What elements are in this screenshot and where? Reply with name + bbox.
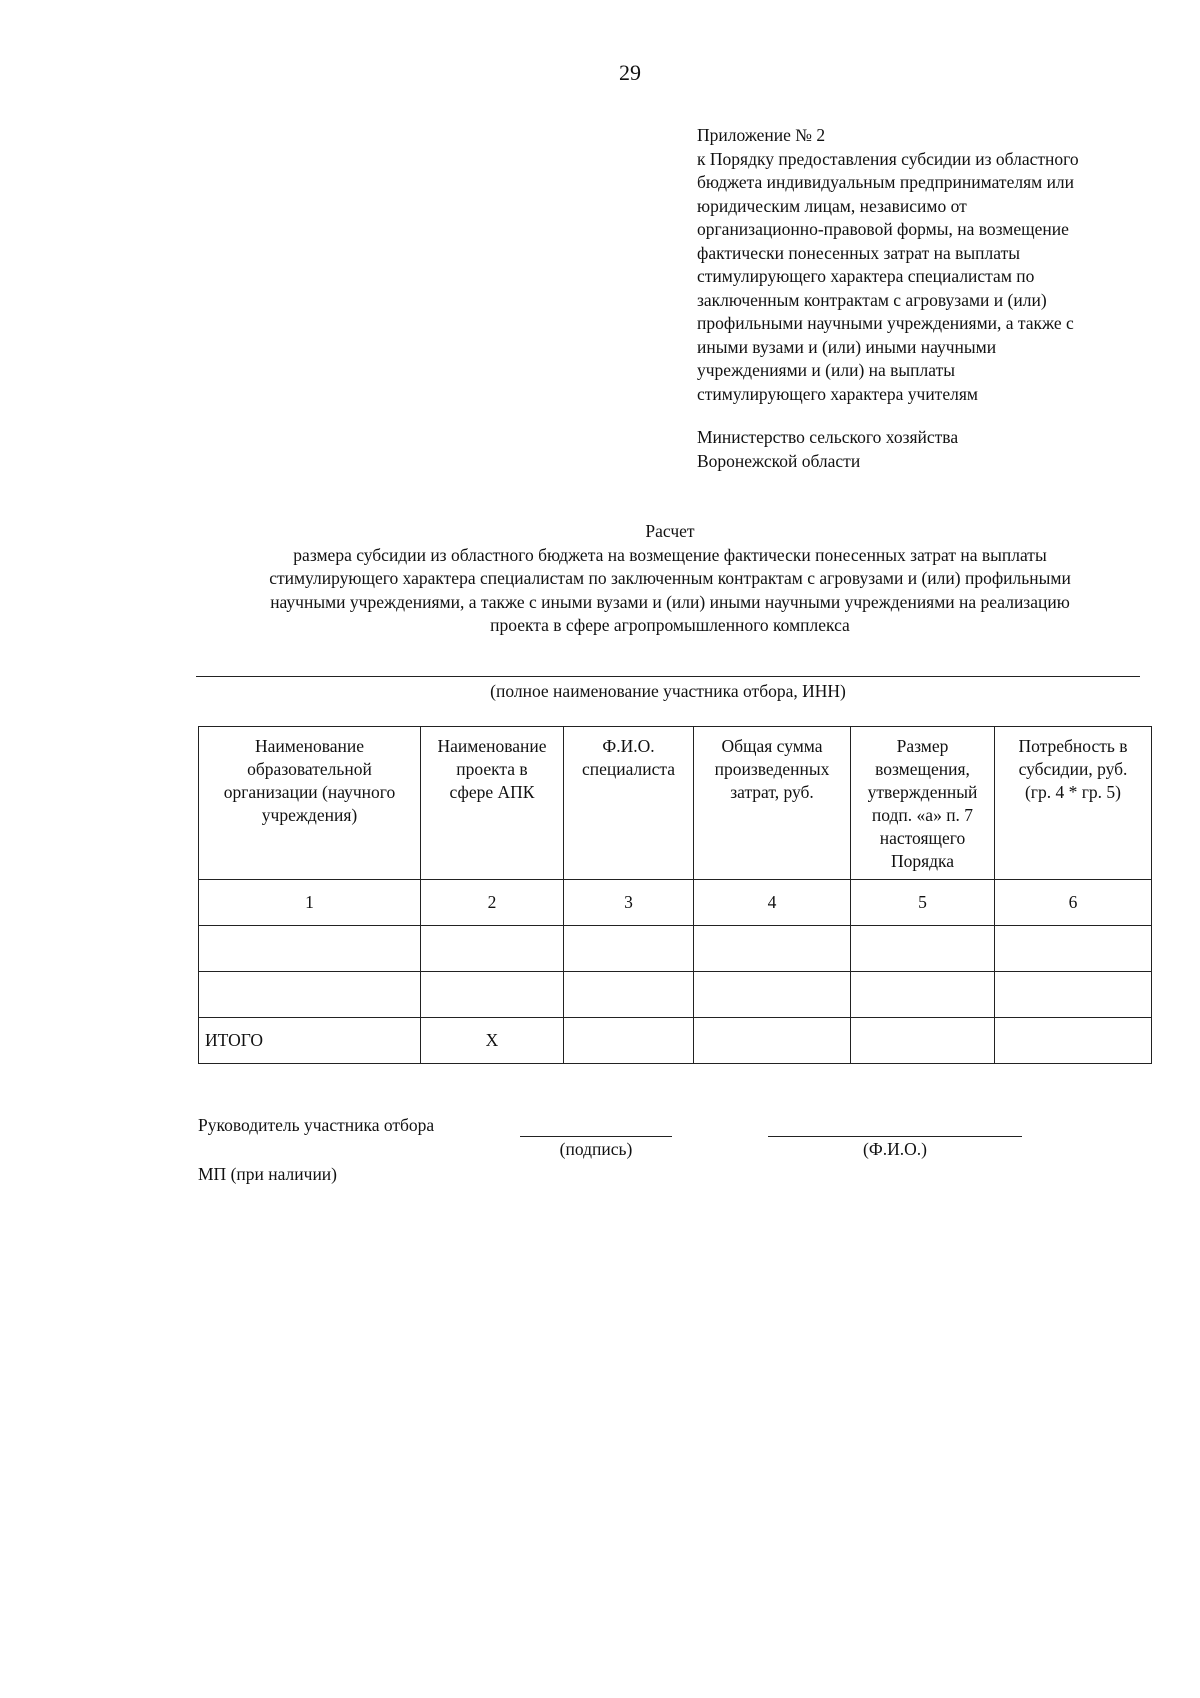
table-cell [995, 972, 1152, 1018]
participant-name-line [196, 676, 1140, 677]
table-cell [199, 926, 421, 972]
table-cell [851, 972, 995, 1018]
table-cell [694, 926, 851, 972]
appendix-line: юридическим лицам, независимо от [697, 195, 967, 216]
appendix-line: Приложение № 2 [697, 125, 826, 145]
page-number: 29 [619, 60, 641, 85]
total-label: ИТОГО [199, 1018, 421, 1064]
column-number-row [199, 880, 1152, 926]
signature-caption: (подпись) [559, 1139, 633, 1159]
participant-caption: (полное наименование участника отбора, ИНН) [490, 681, 846, 701]
header-specialist: Ф.И.О. специалиста [564, 727, 694, 880]
total-row [199, 1018, 1152, 1064]
total-x-mark: Х [421, 1018, 564, 1064]
fio-line [768, 1136, 1022, 1137]
ministry-line: Министерство сельского хозяйства [697, 427, 959, 447]
table-cell [564, 1018, 694, 1064]
column-number: 4 [694, 880, 851, 926]
appendix-line: стимулирующего характера учителям [697, 383, 978, 404]
title-line: стимулирующего характера специалистам по заключенным контрактам с агровузами и (или) профильными [269, 568, 1071, 588]
table-cell [421, 926, 564, 972]
column-number: 6 [995, 880, 1152, 926]
appendix-line: организационно-правовой формы, на возмещение [697, 219, 1069, 239]
header-total-costs: Общая сумма произведенных затрат, руб. [694, 727, 851, 880]
document-title [180, 520, 1160, 638]
head-of-participant-label: Руководитель участника отбора [198, 1115, 435, 1135]
column-number: 1 [199, 880, 421, 926]
header-organization: Наименование образовательной организации (научного учреждения) [199, 727, 421, 880]
column-number: 5 [851, 880, 995, 926]
calculation-table [198, 726, 1152, 1064]
header-project: Наименование проекта в сфере АПК [421, 727, 564, 880]
seal-label: МП (при наличии) [198, 1164, 338, 1184]
table-cell [421, 972, 564, 1018]
appendix-line: учреждениями и (или) на выплаты [697, 360, 956, 380]
table-row [199, 972, 1152, 1018]
appendix-block [697, 124, 1167, 406]
title-line: размера субсидии из областного бюджета на возмещение фактически понесенных затрат на выплаты [293, 544, 1047, 565]
table-cell [564, 972, 694, 1018]
title-heading: Расчет [645, 521, 695, 541]
appendix-line: иными вузами и (или) иными научными [697, 336, 997, 357]
appendix-line: профильными научными учреждениями, а также с [697, 313, 1074, 333]
header-subsidy-need: Потребность в субсидии, руб. (гр. 4 * гр. 5) [995, 727, 1152, 880]
table-cell [564, 926, 694, 972]
table-cell [694, 1018, 851, 1064]
ministry-line: Воронежской области [697, 450, 861, 471]
table-cell [851, 1018, 995, 1064]
column-number: 3 [564, 880, 694, 926]
appendix-line: фактически понесенных затрат на выплаты [697, 242, 1020, 263]
column-number: 2 [421, 880, 564, 926]
appendix-line: заключенным контрактам с агровузами и (или) [697, 289, 1047, 310]
appendix-line: к Порядку предоставления субсидии из областного [697, 148, 1079, 169]
table-row [199, 926, 1152, 972]
ministry-block [697, 426, 1167, 473]
header-reimbursement-rate: Размер возмещения, утвержденный подп. «а» п. 7 настоящего Порядка [851, 727, 995, 880]
appendix-line: стимулирующего характера специалистам по [697, 266, 1035, 286]
signature-line [520, 1136, 672, 1137]
table-cell [995, 926, 1152, 972]
table-cell [851, 926, 995, 972]
table-cell [694, 972, 851, 1018]
table-header-row [199, 727, 1152, 880]
table-cell [995, 1018, 1152, 1064]
title-line: проекта в сфере агропромышленного комплекса [490, 615, 850, 635]
title-line: научными учреждениями, а также с иными вузами и (или) иными научными учреждениями на реализацию [270, 591, 1070, 612]
table-cell [199, 972, 421, 1018]
fio-caption: (Ф.И.О.) [863, 1139, 927, 1159]
appendix-line: бюджета индивидуальным предпринимателям или [697, 172, 1075, 192]
